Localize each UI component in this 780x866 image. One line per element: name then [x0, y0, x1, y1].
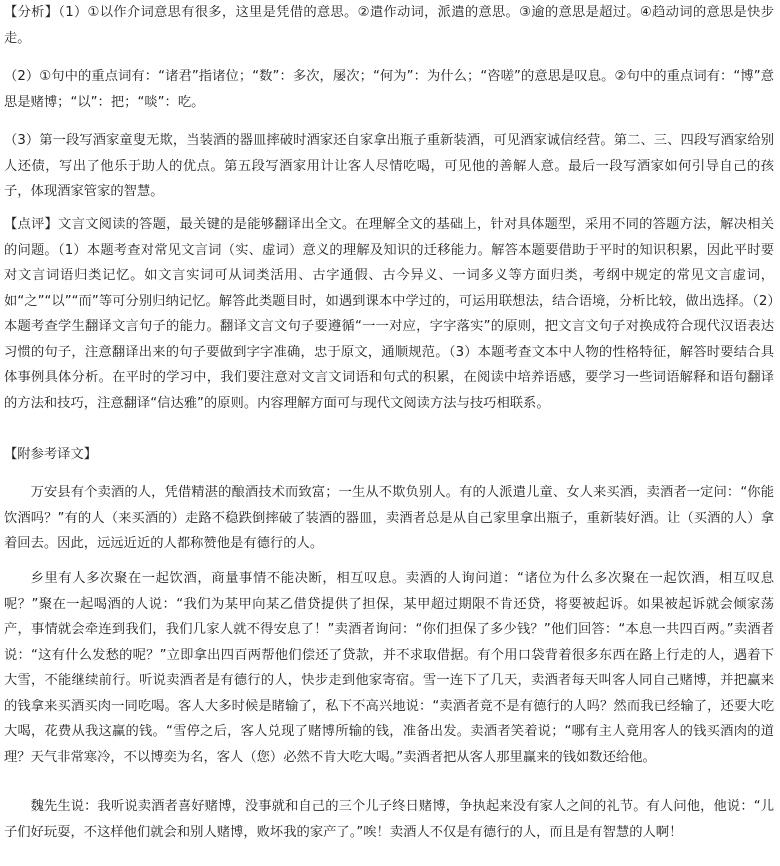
translation-paragraph-3: 魏先生说：我听说卖酒者喜好赌博，没事就和自己的三个儿子终日赌博，争执起来没有家人之间的礼节。有人问他，他说：“儿子们好玩耍，不这样他们就会和别人赌博，败坏我的家产了。”唉！卖酒人不仅是有德行的人，而且是有智慧的人啊！	[4, 799, 774, 840]
translation-header: 【附参考译文】	[4, 447, 98, 462]
analysis-part-2: （2）①句中的重点词有：“诸君”指诸位；“数”：多次，屡次；“何为”：为什么；“咨嗟”的意思是叹息。②句中的重点词有：“博”意思是赌博；“以”：把；“啖”：吃。	[4, 69, 774, 110]
comment-paragraph: 【点评】文言文阅读的答题，最关键的是能够翻译出全文。在理解全文的基础上，针对具体题型，采用不同的答题方法，解决相关的问题。（1）本题考查对常见文言词（实、虚词）意义的理解及知识的迁移能力。解答本题要借助于平时的知识积累，因此平时要对文言词语归类记忆。如文言实词可从词类活用、古字通假、古今异义、一词多义等方面归类，考纲中规定的常见文言虚词，如“之”“以”“而”等可分别归纳记忆。解答此类题目时，如遇到课本中学过的，可运用联想法，结合语境，分析比较，做出选择。（2）本题考查学生翻译文言句子的能力。翻译文言文句子要遵循“一一对应，字字落实”的原则，把文言文句子对换成符合现代汉语表达习惯的句子，注意翻译出来的句子要做到字字准确，忠于原文，通顺规范。（3）本题考查文本中人物的性格特征，解答时要结合具体事例具体分析。在平时的学习中，我们要注意对文言文词语和句式的积累，在阅读中培养语感，要学习一些词语解释和语句翻译的方法和技巧，注意翻译“信达雅”的原则。内容理解方面可与现代文阅读方法与技巧相联系。	[4, 217, 774, 411]
analysis-part-3: （3）第一段写酒家童叟无欺，当装酒的器皿摔破时酒家还自家拿出瓶子重新装酒，可见酒家诚信经营。第二、三、四段写酒家给别人还债，写出了他乐于助人的优点。第五段写酒家用计让客人尽情吃喝，可见他的善解人意。最后一段写酒家如何引导自己的孩子，体现酒家管家的智慧。	[4, 133, 774, 199]
translation-paragraph-2: 乡里有人多次聚在一起饮酒，商量事情不能决断，相互叹息。卖酒的人询问道：“诸位为什么多次聚在一起饮酒，相互叹息呢？”聚在一起喝酒的人说：“我们为某甲向某乙借贷提供了担保，某甲超过期限不肯还贷，将要被起诉。如果被起诉就会倾家荡产，事情就会牵连到我们，我们几家人就不得安息了！”卖酒者询问：“你们担保了多少钱？”他们回答：“本息一共四百两。”卖酒者说：“这有什么发愁的呢？”立即拿出四百两帮他们偿还了贷款，并不求取借据。有个用口袋背着很多东西在路上行走的人，遇着下大雪，不能继续前行。听说卖酒者是有德行的人，快步走到他家寄宿。雪一连下了几天，卖酒者每天叫客人同自己赌博，并把赢来的钱拿来买酒买肉一同吃喝。客人大多时候是睹输了，私下不高兴地说：“卖酒者竟不是有德行的人吗？然而我已经输了，还要大吃大喝，花费从我这赢的钱。“雪停之后，客人兑现了赌博所输的钱，准备出发。卖酒者笑着说；“哪有主人竟用客人的钱买酒肉的道理？天气非常寒冷，不以博奕为名，客人（您）必然不肯大吃大喝。”卖酒者把从客人那里赢来的钱如数还给他。	[4, 571, 774, 765]
analysis-part-1: 【分析】（1）①以作介词意思有很多，这里是凭借的意思。②遣作动词，派遣的意思。③逾的意思是超过。④趋动词的意思是快步走。	[4, 5, 774, 46]
translation-paragraph-1: 万安县有个卖酒的人，凭借精湛的酿酒技术而致富；一生从不欺负别人。有的人派遣儿童、女人来买酒，卖酒者一定问：“你能饮酒吗？”有的人（来买酒的）走路不稳跌倒摔破了装酒的器皿，卖酒者总是从自己家里拿出瓶子，重新装好酒。让（买酒的人）拿着回去。因此，远远近近的人都称赞他是有德行的人。	[4, 485, 774, 551]
